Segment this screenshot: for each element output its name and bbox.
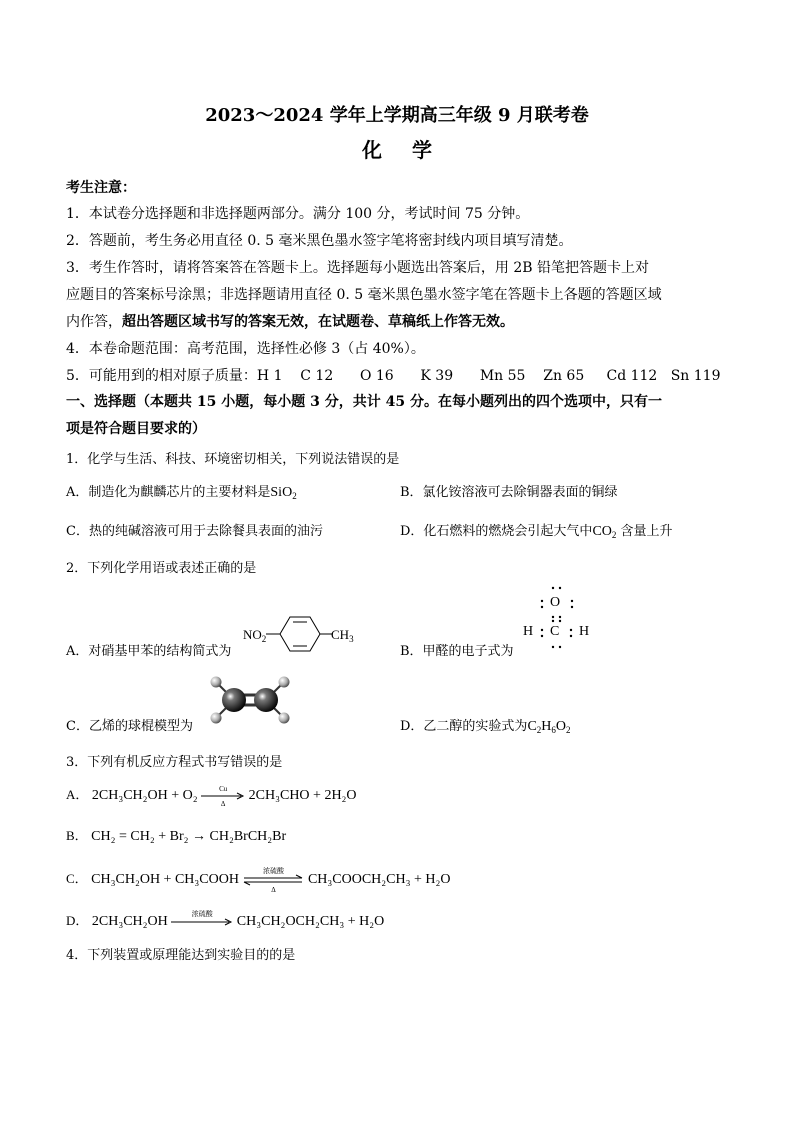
- notice-heading: 考生注意：: [66, 180, 136, 196]
- hydrogen-atom-right: H: [579, 624, 590, 639]
- subject-title: 化学: [362, 138, 462, 162]
- q1-option-a: [66, 481, 297, 501]
- notice-item-3-bold: 超出答题区域书写的答案无效，在试题卷、草稿纸上作答无效。: [122, 314, 514, 330]
- q3-b-equation: CH₂ = CH₂ + Br₂ → CH₂BrCH₂Br: [91, 829, 287, 844]
- q3-a-reactants: 2CH₃CH₂OH + O₂: [91, 788, 198, 803]
- notice-item-4: 4．本卷命题范围：高考范围，选择性必修 3（占 40%）。: [66, 341, 425, 357]
- notice-item-1: 1．本试卷分选择题和非选择题两部分。满分 100 分，考试时间 75 分钟。: [66, 206, 530, 222]
- q1-option-d: [400, 520, 673, 540]
- exam-title: 2023～2024 学年上学期高三年级 9 月联考卷: [205, 105, 589, 126]
- q3-option-b: [66, 825, 286, 845]
- section-heading-line-1: 一、选择题（本题共 15 小题，每小题 3 分，共计 45 分。在每小题列出的四个选项中，只有一: [66, 394, 662, 410]
- q2-option-d: [400, 715, 571, 735]
- q1-option-c: C．热的纯碱溶液可用于去除餐具表面的油污: [66, 524, 323, 539]
- q2-a-nitro-group: $NO_2$: [243, 627, 267, 644]
- q1-stem: 1．化学与生活、科技、环境密切相关，下列说法错误的是: [66, 452, 400, 467]
- oxygen-atom: O: [550, 595, 561, 610]
- q1-option-a-text: A．制造化为麒麟芯片的主要材料是: [66, 485, 271, 500]
- q2-option-b: B．甲醛的电子式为: [400, 644, 514, 659]
- q2-option-d-text: D．乙二醇的实验式为: [400, 719, 528, 734]
- benzene-ring-structure: [266, 613, 332, 655]
- hydrogen-atom-left: H: [523, 624, 534, 639]
- q3-a-products: 2CH₃CHO + 2H₂O: [248, 788, 357, 803]
- q3-c-reactants: CH₃CH₂OH + CH₃COOH: [91, 872, 239, 887]
- q1-option-d-tail: 含量上升: [616, 524, 673, 539]
- q1-option-a-formula: SiO$_2$: [270, 485, 297, 501]
- notice-item-3-line-2: 应题目的答案标号涂黑；非选择题请用直径 0. 5 毫米黑色墨水签字笔在答题卡上各题的答题区域: [66, 287, 662, 303]
- q1-option-d-text: D．化石燃料的燃烧会引起大气中: [400, 524, 593, 539]
- q3-c-catalyst: 浓硫酸: [262, 866, 284, 875]
- q2-option-a: A．对硝基甲苯的结构简式为: [66, 644, 232, 659]
- q2-stem: 2．下列化学用语或表述正确的是: [66, 561, 257, 576]
- q3-a-catalyst: Cu: [219, 784, 228, 793]
- q3-c-equilibrium-arrow: [242, 866, 304, 894]
- q3-option-c: [66, 866, 451, 894]
- notice-item-3-line-1: 3．考生作答时，请将答案答在答题卡上。选择题每小题选出答案后，用 2B 铅笔把答题卡上对: [66, 260, 650, 276]
- q1-option-b: B．氯化铵溶液可去除铜器表面的铜绿: [400, 485, 618, 500]
- q3-label-a: A．: [66, 787, 89, 802]
- ethylene-ball-stick-model: [198, 668, 300, 732]
- formaldehyde-electron-formula: [520, 584, 600, 654]
- section-heading-line-2: 项是符合题目要求的）: [66, 421, 206, 437]
- q4-stem: 4．下列装置或原理能达到实验目的的是: [66, 948, 296, 963]
- ethylene-glycol-empirical-formula: $C_2H_6O_2$: [527, 719, 571, 735]
- notice-item-2: 2．答题前，考生务必用直径 0. 5 毫米黑色墨水签字笔将密封线内项目填写清楚。: [66, 233, 573, 249]
- q3-label-b: B．: [66, 828, 88, 843]
- q3-label-d: D．: [66, 913, 89, 928]
- carbon-atom: C: [550, 624, 560, 639]
- notice-item-5: 5．可能用到的相对原子质量：H 1 C 12 O 16 K 39 Mn 55 Zn 65 Cd 112 Sn 119: [66, 368, 721, 384]
- q3-option-d: [66, 910, 384, 930]
- q2-option-c: C．乙烯的球棍模型为: [66, 719, 193, 734]
- q3-d-arrow: [171, 909, 233, 927]
- q3-stem: 3．下列有机反应方程式书写错误的是: [66, 755, 283, 770]
- q3-a-condition: Δ: [220, 799, 226, 808]
- q3-d-products: CH₃CH₂OCH₂CH₃ + H₂O: [236, 914, 385, 929]
- notice-item-3-normal: 内作答，: [66, 314, 122, 330]
- q2-a-methyl-group: $CH_3$: [331, 627, 354, 644]
- q3-d-reactants: 2CH₃CH₂OH: [91, 914, 168, 929]
- q3-d-catalyst: 浓硫酸: [191, 909, 213, 918]
- q3-c-condition: Δ: [271, 885, 276, 894]
- q3-option-a: [66, 784, 357, 808]
- notice-item-3-line-3: [66, 311, 514, 331]
- q1-option-d-formula: $CO_2$: [592, 524, 617, 540]
- q3-a-arrow: [201, 784, 245, 808]
- q3-c-products: CH₃COOCH₂CH₃ + H₂O: [307, 872, 451, 887]
- q3-label-c: C．: [66, 871, 88, 886]
